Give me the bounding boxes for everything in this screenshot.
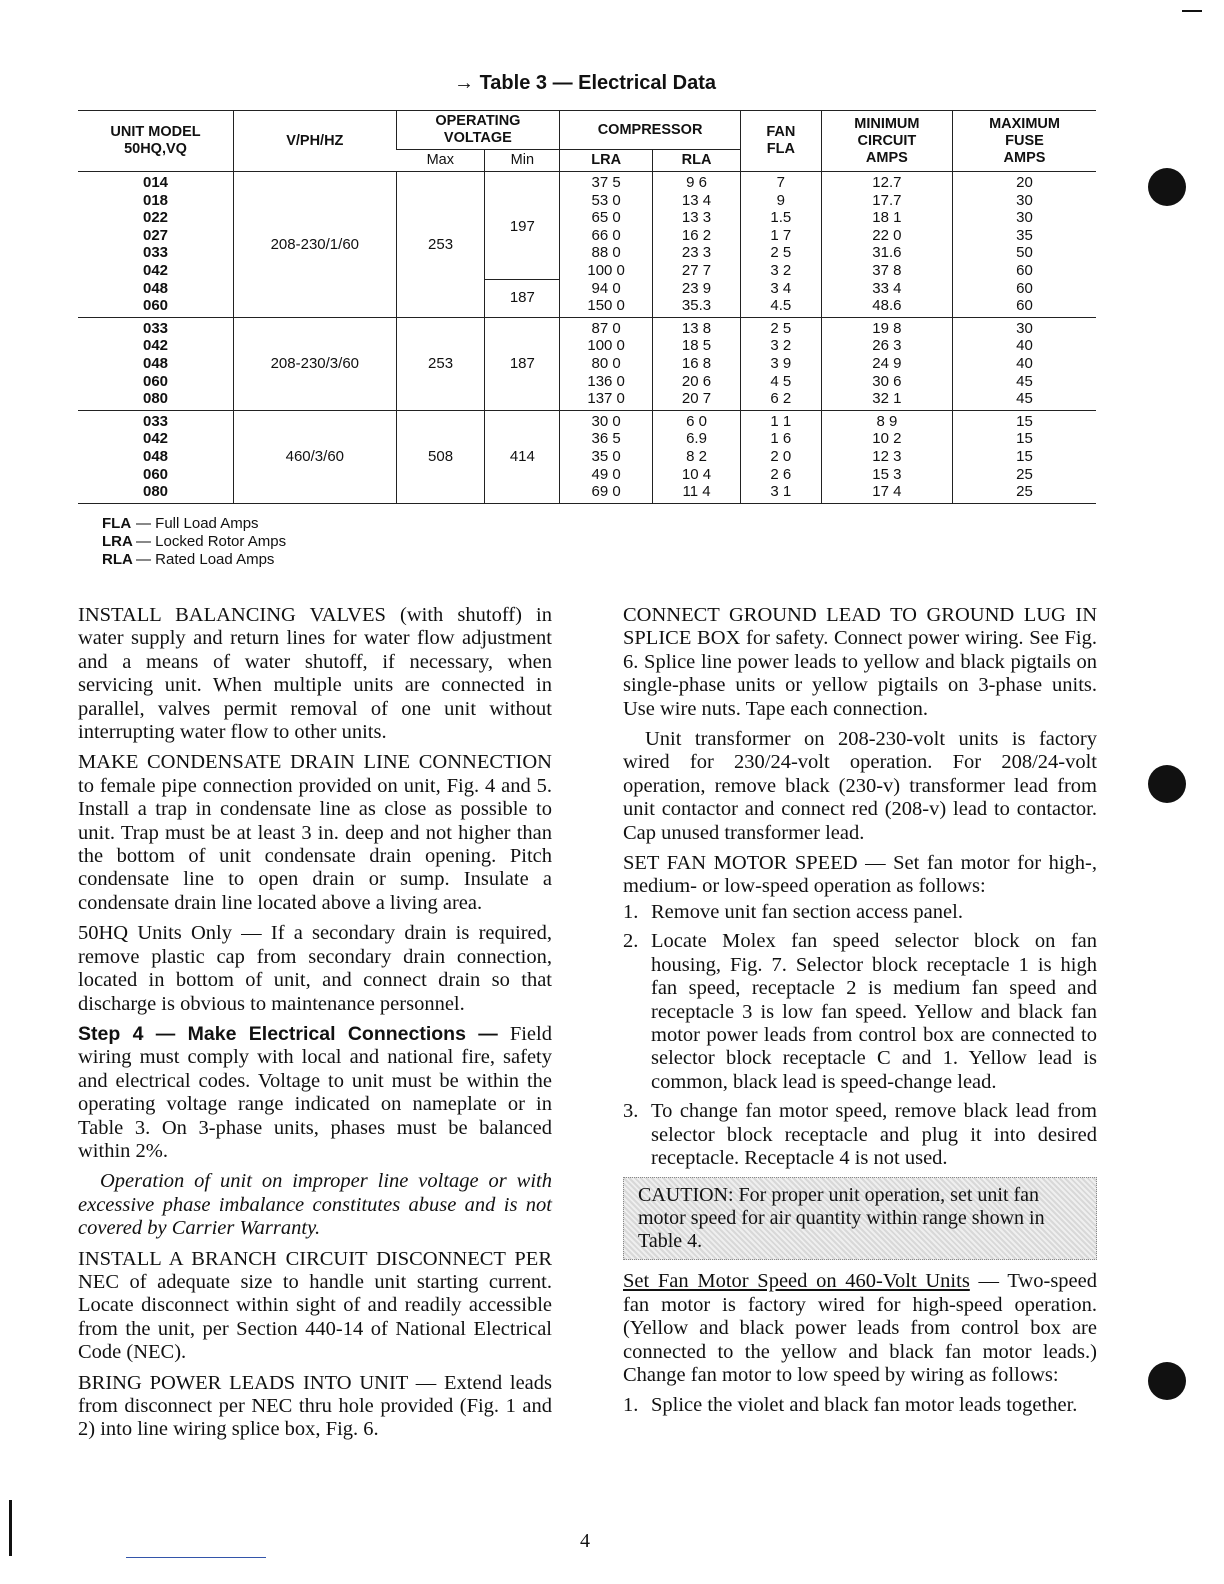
table-cell-value: 22 0 xyxy=(872,226,902,244)
table-cell-value: 2 6 xyxy=(770,465,792,483)
table-cell-value: 10 4 xyxy=(681,465,712,483)
rla-cell xyxy=(653,172,741,318)
table-cell-value: 49 0 xyxy=(591,465,621,483)
branch-disconnect-paragraph: INSTALL A BRANCH CIRCUIT DISCONNECT PER NEC of adequate size to handle unit starting current. Locate disconnect within sight of and readily accessible from the unit, per Section 440-14 of National Electrical Code (NEC). xyxy=(78,1247,552,1364)
table-cell-value: 19 8 xyxy=(872,319,902,337)
table-cell-value: 3 9 xyxy=(770,354,792,372)
table-cell-value: 32 1 xyxy=(872,390,902,408)
table-cell-value: 6 2 xyxy=(770,390,792,408)
table-cell-value: 033 xyxy=(142,244,169,262)
table-cell-value: 2 0 xyxy=(770,447,792,465)
max-voltage-cell: 508 xyxy=(396,410,485,503)
min-circuit-cell xyxy=(821,172,952,318)
table-cell-value: 26 3 xyxy=(872,337,902,355)
table-cell-value: 2 5 xyxy=(770,319,792,337)
table-cell-value: 3 1 xyxy=(770,483,792,501)
table-cell-value: 014 xyxy=(142,174,169,191)
ground-lead-paragraph: CONNECT GROUND LEAD TO GROUND LUG IN SPLICE BOX for safety. Connect power wiring. See Fig. 6. Splice line power leads to yellow and black pigtails on single-phase units or yellow pigtails on 3-phase units. Use wire nuts. Tape each connection. xyxy=(623,604,1097,720)
fan-fla-cell xyxy=(740,317,821,410)
table-group-1ph xyxy=(78,172,1096,318)
table-cell-value: 30 0 xyxy=(591,412,621,430)
table-cell-value: 23 9 xyxy=(681,279,712,297)
table-cell-value: 027 xyxy=(142,226,169,244)
table-row xyxy=(78,410,1096,503)
table-cell-value: 12 3 xyxy=(872,447,902,465)
table-cell-value: 80 0 xyxy=(591,354,621,372)
table-cell-value: 30 xyxy=(1016,191,1033,209)
table-cell-value: 48.6 xyxy=(872,297,902,315)
max-fuse-cell xyxy=(953,317,1096,410)
min-circuit-cell xyxy=(821,410,952,503)
list-item: 1. Remove unit fan section access panel. xyxy=(623,900,963,923)
step4-heading: Step 4 — Make Electrical Connections — xyxy=(78,1022,498,1045)
table-cell-value: 3 2 xyxy=(770,261,792,279)
table-cell-value: 3 2 xyxy=(770,337,792,355)
table-cell-value: 6 0 xyxy=(686,412,707,430)
table-cell-value: 66 0 xyxy=(591,226,621,244)
vphhz-cell: 208-230/3/60 xyxy=(234,317,397,410)
table-cell-value: 048 xyxy=(142,447,169,465)
transformer-paragraph: Unit transformer on 208-230-volt units is factory wired for 230/24-volt operation. For 208/24-volt operation, remove black (230-v) transformer lead from unit contactor and connect red (208-v) lead to contactor. Cap unused transformer lead. xyxy=(623,728,1097,844)
table-cell-value: 7 xyxy=(776,174,786,191)
table-cell-value: 060 xyxy=(142,372,169,390)
model-cell xyxy=(78,410,234,503)
condensate-drain-paragraph: MAKE CONDENSATE DRAIN LINE CONNECTION to female pipe connection provided on unit, Fig. 4 and 5. Install a trap in condensate line as close as possible to unit. Trap must be at least 3 in. deep and not higher than the bottom of unit condensate drain opening. Pitch condensate line to open drain or sump. Insulate a condensate drain line located above a living area. xyxy=(78,751,552,914)
table-cell-value: 20 xyxy=(1016,174,1033,191)
table-row xyxy=(78,172,1096,318)
table-cell-value: 27 7 xyxy=(681,261,712,279)
table-cell-value: 45 xyxy=(1016,390,1033,408)
min-circuit-cell xyxy=(821,317,952,410)
table-cell-value: 15 xyxy=(1016,447,1033,465)
table-cell-value: 18 1 xyxy=(872,209,902,227)
table-cell-value: 150 0 xyxy=(587,297,625,315)
balancing-valves-paragraph: INSTALL BALANCING VALVES (with shutoff) in water supply and return lines for water flow adjustment and a means of water shutoff, if necessary, when servicing unit. When multiple units are connected in parallel, valves permit removal of one unit without interrupting water flow to other units. xyxy=(78,604,552,744)
table-cell-value: 080 xyxy=(142,390,169,408)
table-cell-value: 40 xyxy=(1016,337,1033,355)
table-cell-value: 69 0 xyxy=(591,483,621,501)
vphhz-cell: 460/3/60 xyxy=(234,410,397,503)
table-title: → Table 3 — Electrical Data xyxy=(454,72,716,94)
table-cell-value: 1 1 xyxy=(770,412,792,430)
table-cell-value: 3 4 xyxy=(770,279,792,297)
table-cell-value: 37 5 xyxy=(591,174,621,191)
table-cell-value: 88 0 xyxy=(591,244,621,262)
header-min-circuit: MINIMUM CIRCUIT AMPS xyxy=(821,111,952,172)
header-lra: LRA xyxy=(560,150,653,172)
table-cell-value: 17 4 xyxy=(872,483,902,501)
table-cell-value: 60 xyxy=(1016,279,1033,297)
lra-cell xyxy=(560,317,653,410)
table-cell-value: 033 xyxy=(142,412,169,430)
table-cell-value: 042 xyxy=(142,261,169,279)
table-cell-value: 13 8 xyxy=(681,319,712,337)
460-volt-heading: Set Fan Motor Speed on 460-Volt Units xyxy=(623,1270,970,1293)
table-cell-value: 9 6 xyxy=(686,174,707,191)
table-cell-value: 9 xyxy=(776,191,786,209)
table-cell-value: 17.7 xyxy=(872,191,902,209)
arrow-icon: → xyxy=(454,72,475,94)
left-column xyxy=(78,604,552,1449)
table-cell-value: 137 0 xyxy=(587,390,625,408)
table-cell-value: 30 xyxy=(1016,209,1033,227)
scan-mark xyxy=(1182,10,1202,12)
table-cell-value: 33 4 xyxy=(872,279,902,297)
min-voltage-cell xyxy=(485,317,560,410)
fan-speed-paragraph: SET FAN MOTOR SPEED — Set fan motor for high-, medium- or low-speed operation as follows: xyxy=(623,852,1097,898)
lra-cell xyxy=(560,172,653,318)
table-cell-value: 048 xyxy=(142,354,169,372)
table-cell-value: 50 xyxy=(1016,244,1033,262)
model-cell xyxy=(78,172,234,318)
header-fan-fla: FAN FLA xyxy=(740,111,821,172)
electrical-data-table xyxy=(78,110,1096,504)
lra-cell xyxy=(560,410,653,503)
table-group-3ph-460 xyxy=(78,410,1096,503)
caution-box: CAUTION: For proper unit operation, set unit fan motor speed for air quantity within range shown in Table 4. xyxy=(623,1177,1097,1260)
header-vphhz: V/PH/HZ xyxy=(234,111,397,172)
table-cell-value: 13 4 xyxy=(681,191,712,209)
fan-fla-cell xyxy=(740,172,821,318)
table-cell-value: 1.5 xyxy=(770,209,792,227)
table-cell-value: 30 xyxy=(1016,319,1033,337)
table-cell-value: 1 7 xyxy=(770,226,792,244)
table-cell-value: 15 3 xyxy=(872,465,902,483)
header-rla: RLA xyxy=(653,150,741,172)
table-cell-value: 94 0 xyxy=(591,279,621,297)
table-cell-value: 100 0 xyxy=(587,261,625,279)
header-unit-model: UNIT MODEL 50HQ,VQ xyxy=(78,111,234,172)
table-cell-value: 042 xyxy=(142,430,169,448)
header-compressor: COMPRESSOR xyxy=(560,111,741,150)
min-voltage-value: 197 xyxy=(509,217,535,235)
table-cell-value: 24 9 xyxy=(872,354,902,372)
table-cell-value: 20 7 xyxy=(681,390,712,408)
legend-item: RLA — Rated Load Amps xyxy=(102,551,275,568)
table-cell-value: 048 xyxy=(142,279,169,297)
table-cell-value: 30 6 xyxy=(872,372,902,390)
min-voltage-value: 414 xyxy=(509,448,535,466)
table-row xyxy=(78,317,1096,410)
legend-item: FLA — Full Load Amps xyxy=(102,515,259,532)
warranty-warning: Operation of unit on improper line voltage or with excessive phase imbalance constitutes abuse and is not covered by Carrier Warranty. xyxy=(78,1170,552,1240)
table-cell-value: 12.7 xyxy=(872,174,902,191)
table-cell-value: 11 4 xyxy=(682,483,711,501)
rla-cell xyxy=(653,317,741,410)
max-voltage-cell: 253 xyxy=(396,317,485,410)
table-cell-value: 35 xyxy=(1016,226,1033,244)
table-cell-value: 018 xyxy=(142,191,169,209)
scan-mark xyxy=(9,1500,12,1556)
table-cell-value: 4 5 xyxy=(770,372,792,390)
table-cell-value: 15 xyxy=(1016,430,1033,448)
right-column xyxy=(623,604,1097,1425)
model-cell xyxy=(78,317,234,410)
460-volt-paragraph: Set Fan Motor Speed on 460-Volt Units — Two-speed fan motor is factory wired for high-speed operation. (Yellow and black power leads from control box are connected to the yellow and black fan motor leads.) Change fan motor to low speed by wiring as follows: xyxy=(623,1270,1097,1386)
list-item: 2. Locate Molex fan speed selector block on fan housing, Fig. 7. Selector block receptacle 1 is high fan speed, receptacle 2 is medium fan speed and receptacle 3 is low fan speed. Yellow and black fan motor power leads from control box are connected to selector block receptacle C and 1. Yellow lead is common, black lead is speed-change lead. xyxy=(623,930,1097,1093)
list-item: 3. To change fan motor speed, remove black lead from selector block receptacle and plug it into desired receptacle. Receptacle 4 is not used. xyxy=(623,1100,1097,1169)
table-cell-value: 87 0 xyxy=(591,319,621,337)
table-cell-value: 25 xyxy=(1016,483,1033,501)
table-cell-value: 060 xyxy=(142,297,169,315)
binder-hole-icon xyxy=(1148,168,1186,206)
table-cell-value: 25 xyxy=(1016,465,1033,483)
max-fuse-cell xyxy=(953,410,1096,503)
table-cell-value: 8 2 xyxy=(686,447,707,465)
table-cell-value: 45 xyxy=(1016,372,1033,390)
max-voltage-cell: 253 xyxy=(396,172,485,318)
min-voltage-cell xyxy=(485,172,560,318)
table-cell-value: 65 0 xyxy=(591,209,621,227)
table-cell-value: 60 xyxy=(1016,261,1033,279)
table-cell-value: 15 xyxy=(1016,412,1033,430)
header-operating-voltage: OPERATING VOLTAGE xyxy=(396,111,560,150)
header-min: Min xyxy=(485,150,560,172)
table-cell-value: 31.6 xyxy=(872,244,902,262)
table-cell-value: 35.3 xyxy=(681,297,712,315)
fan-speed-steps xyxy=(623,901,1097,1170)
table-cell-value: 10 2 xyxy=(872,430,902,448)
table-cell-value: 8 9 xyxy=(876,412,898,430)
table-cell-value: 13 3 xyxy=(681,209,712,227)
binder-hole-icon xyxy=(1148,1362,1186,1400)
table-cell-value: 16 8 xyxy=(681,354,712,372)
secondary-drain-paragraph: 50HQ Units Only — If a secondary drain is required, remove plastic cap from secondary drain connection, located in bottom of unit, and connect drain so that discharge is obvious to maintenance personnel. xyxy=(78,922,552,1015)
table-cell-value: 4.5 xyxy=(770,297,792,315)
max-fuse-cell xyxy=(953,172,1096,318)
binder-hole-icon xyxy=(1148,765,1186,803)
legend-item: LRA — Locked Rotor Amps xyxy=(102,533,287,550)
table-cell-value: 080 xyxy=(142,483,169,501)
table-cell-value: 18 5 xyxy=(681,337,712,355)
table-cell-value: 40 xyxy=(1016,354,1033,372)
460-volt-steps xyxy=(623,1394,1097,1417)
table-cell-value: 2 5 xyxy=(770,244,792,262)
table-cell-value: 100 0 xyxy=(587,337,625,355)
table-cell-value: 23 3 xyxy=(681,244,712,262)
step4-paragraph: Step 4 — Make Electrical Connections — Field wiring must comply with local and national fire, safety and electrical codes. Voltage to unit must be within the operating voltage range indicated on nameplate or in Table 3. On 3-phase units, phases must be balanced within 2%. xyxy=(78,1022,552,1162)
min-voltage-cell xyxy=(485,410,560,503)
table-cell-value: 37 8 xyxy=(872,261,902,279)
table-cell-value: 060 xyxy=(142,465,169,483)
table-cell-value: 16 2 xyxy=(681,226,712,244)
table-cell-value: 022 xyxy=(142,209,169,227)
table-cell-value: 20 6 xyxy=(681,372,712,390)
list-item: 1. Splice the violet and black fan motor leads together. xyxy=(623,1394,1078,1417)
min-voltage-value: 187 xyxy=(485,279,559,315)
table-cell-value: 35 0 xyxy=(591,447,621,465)
table-cell-value: 1 6 xyxy=(770,430,792,448)
header-max: Max xyxy=(396,150,485,172)
table-cell-value: 53 0 xyxy=(591,191,621,209)
table-legend xyxy=(102,515,286,569)
table-cell-value: 033 xyxy=(142,319,169,337)
page-number: 4 xyxy=(580,1530,590,1552)
table-cell-value: 6.9 xyxy=(686,430,707,448)
fan-fla-cell xyxy=(740,410,821,503)
power-leads-paragraph: BRING POWER LEADS INTO UNIT — Extend leads from disconnect per NEC thru hole provided (Fig. 1 and 2) into line wiring splice box, Fig. 6. xyxy=(78,1371,552,1441)
table-cell-value: 36 5 xyxy=(591,430,621,448)
min-voltage-value: 187 xyxy=(509,355,535,373)
vphhz-cell: 208-230/1/60 xyxy=(234,172,397,318)
header-max-fuse: MAXIMUM FUSE AMPS xyxy=(953,111,1096,172)
rla-cell xyxy=(653,410,741,503)
table-group-3ph-208 xyxy=(78,317,1096,410)
table-cell-value: 136 0 xyxy=(587,372,625,390)
table-cell-value: 042 xyxy=(142,337,169,355)
scan-mark xyxy=(126,1557,266,1558)
table-cell-value: 60 xyxy=(1016,297,1033,315)
